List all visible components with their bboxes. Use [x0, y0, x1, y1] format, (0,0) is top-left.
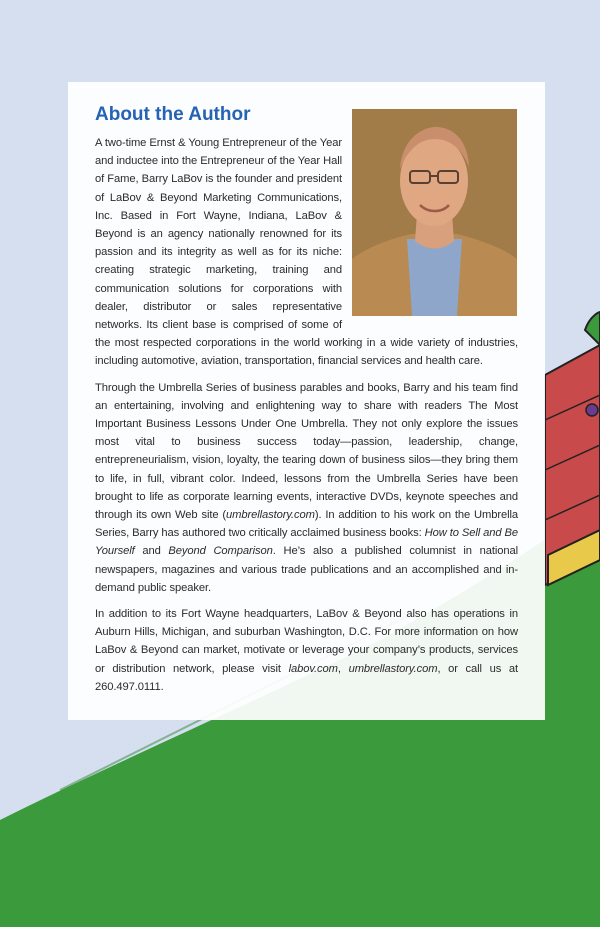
photo-spacer [342, 134, 518, 334]
section-title: About the Author [95, 104, 251, 125]
link-separator: , [337, 662, 349, 675]
bio-text-3b: , or call us at 260.497.0111. [95, 662, 519, 693]
author-bio [95, 134, 518, 704]
bio-text-3a: In addition to its Fort Wayne headquarters, LaBov & Beyond also has operations in Auburn Hills, Michigan, and suburban Washington, D.C. For more information on how LaBov & Beyond can market, motivate or leverage your company’s products, services or distribution network, please visit [95, 608, 518, 675]
website-link-umbrellastory[interactable]: umbrellastory.com [348, 662, 438, 675]
bio-text-1: A two-time Ernst & Young Entrepreneur of the Year and inductee into the Entrepreneur of the Year Hall of Fame, Barry LaBov is the founder and president of LaBov & Beyond Marketing Communications, Inc. Based in Fort Wayne, Indiana, LaBov & Beyond is an agency nationally renowned for its passion and its integrity as well as for its niche: creating strategic marketing, training and communication solutions for corporations with dealer, distributor or sales representative networks. Its client base is comprised of some of the most respected corporations in the world working in a wide variety of industries, including automotive, aviation, transportation, financial services and health care. [95, 137, 518, 368]
bio-text-2a: Through the Umbrella Series of business parables and books, Barry and his team find an entertaining, involving and enlightening way to share with readers The Most Important Business Lessons Under One Umbrella. They not only explore the issues most vital to business success today—passion, leadership, change, entrepreneurialism, vision, loyalty, the tearing down of business silos—they bring them to life, in full, vibrant color. Indeed, lessons from the Umbrella Series have been brought to life as corporate learning events, interactive DVDs, keynote speeches and through its own Web site ( [95, 381, 518, 522]
book-title-2: Beyond Comparison [168, 545, 273, 558]
bio-text-2b: ). In addition to his work on the Umbrella Series, Barry has authored two critically acclaimed business books: [95, 509, 518, 540]
website-link-labov[interactable]: labov.com [288, 662, 338, 675]
website-reference: umbrellastory.com [225, 509, 315, 522]
bio-text-2d: . He’s also a published columnist in national newspapers, magazines and various trade publications and an accomplished and in-demand public speaker. [95, 545, 518, 594]
bio-paragraph-2 [95, 379, 518, 597]
bio-text-2c: and [134, 545, 169, 558]
book-title-1: How to Sell and Be Yourself [95, 527, 518, 558]
bio-paragraph-3 [95, 605, 518, 696]
